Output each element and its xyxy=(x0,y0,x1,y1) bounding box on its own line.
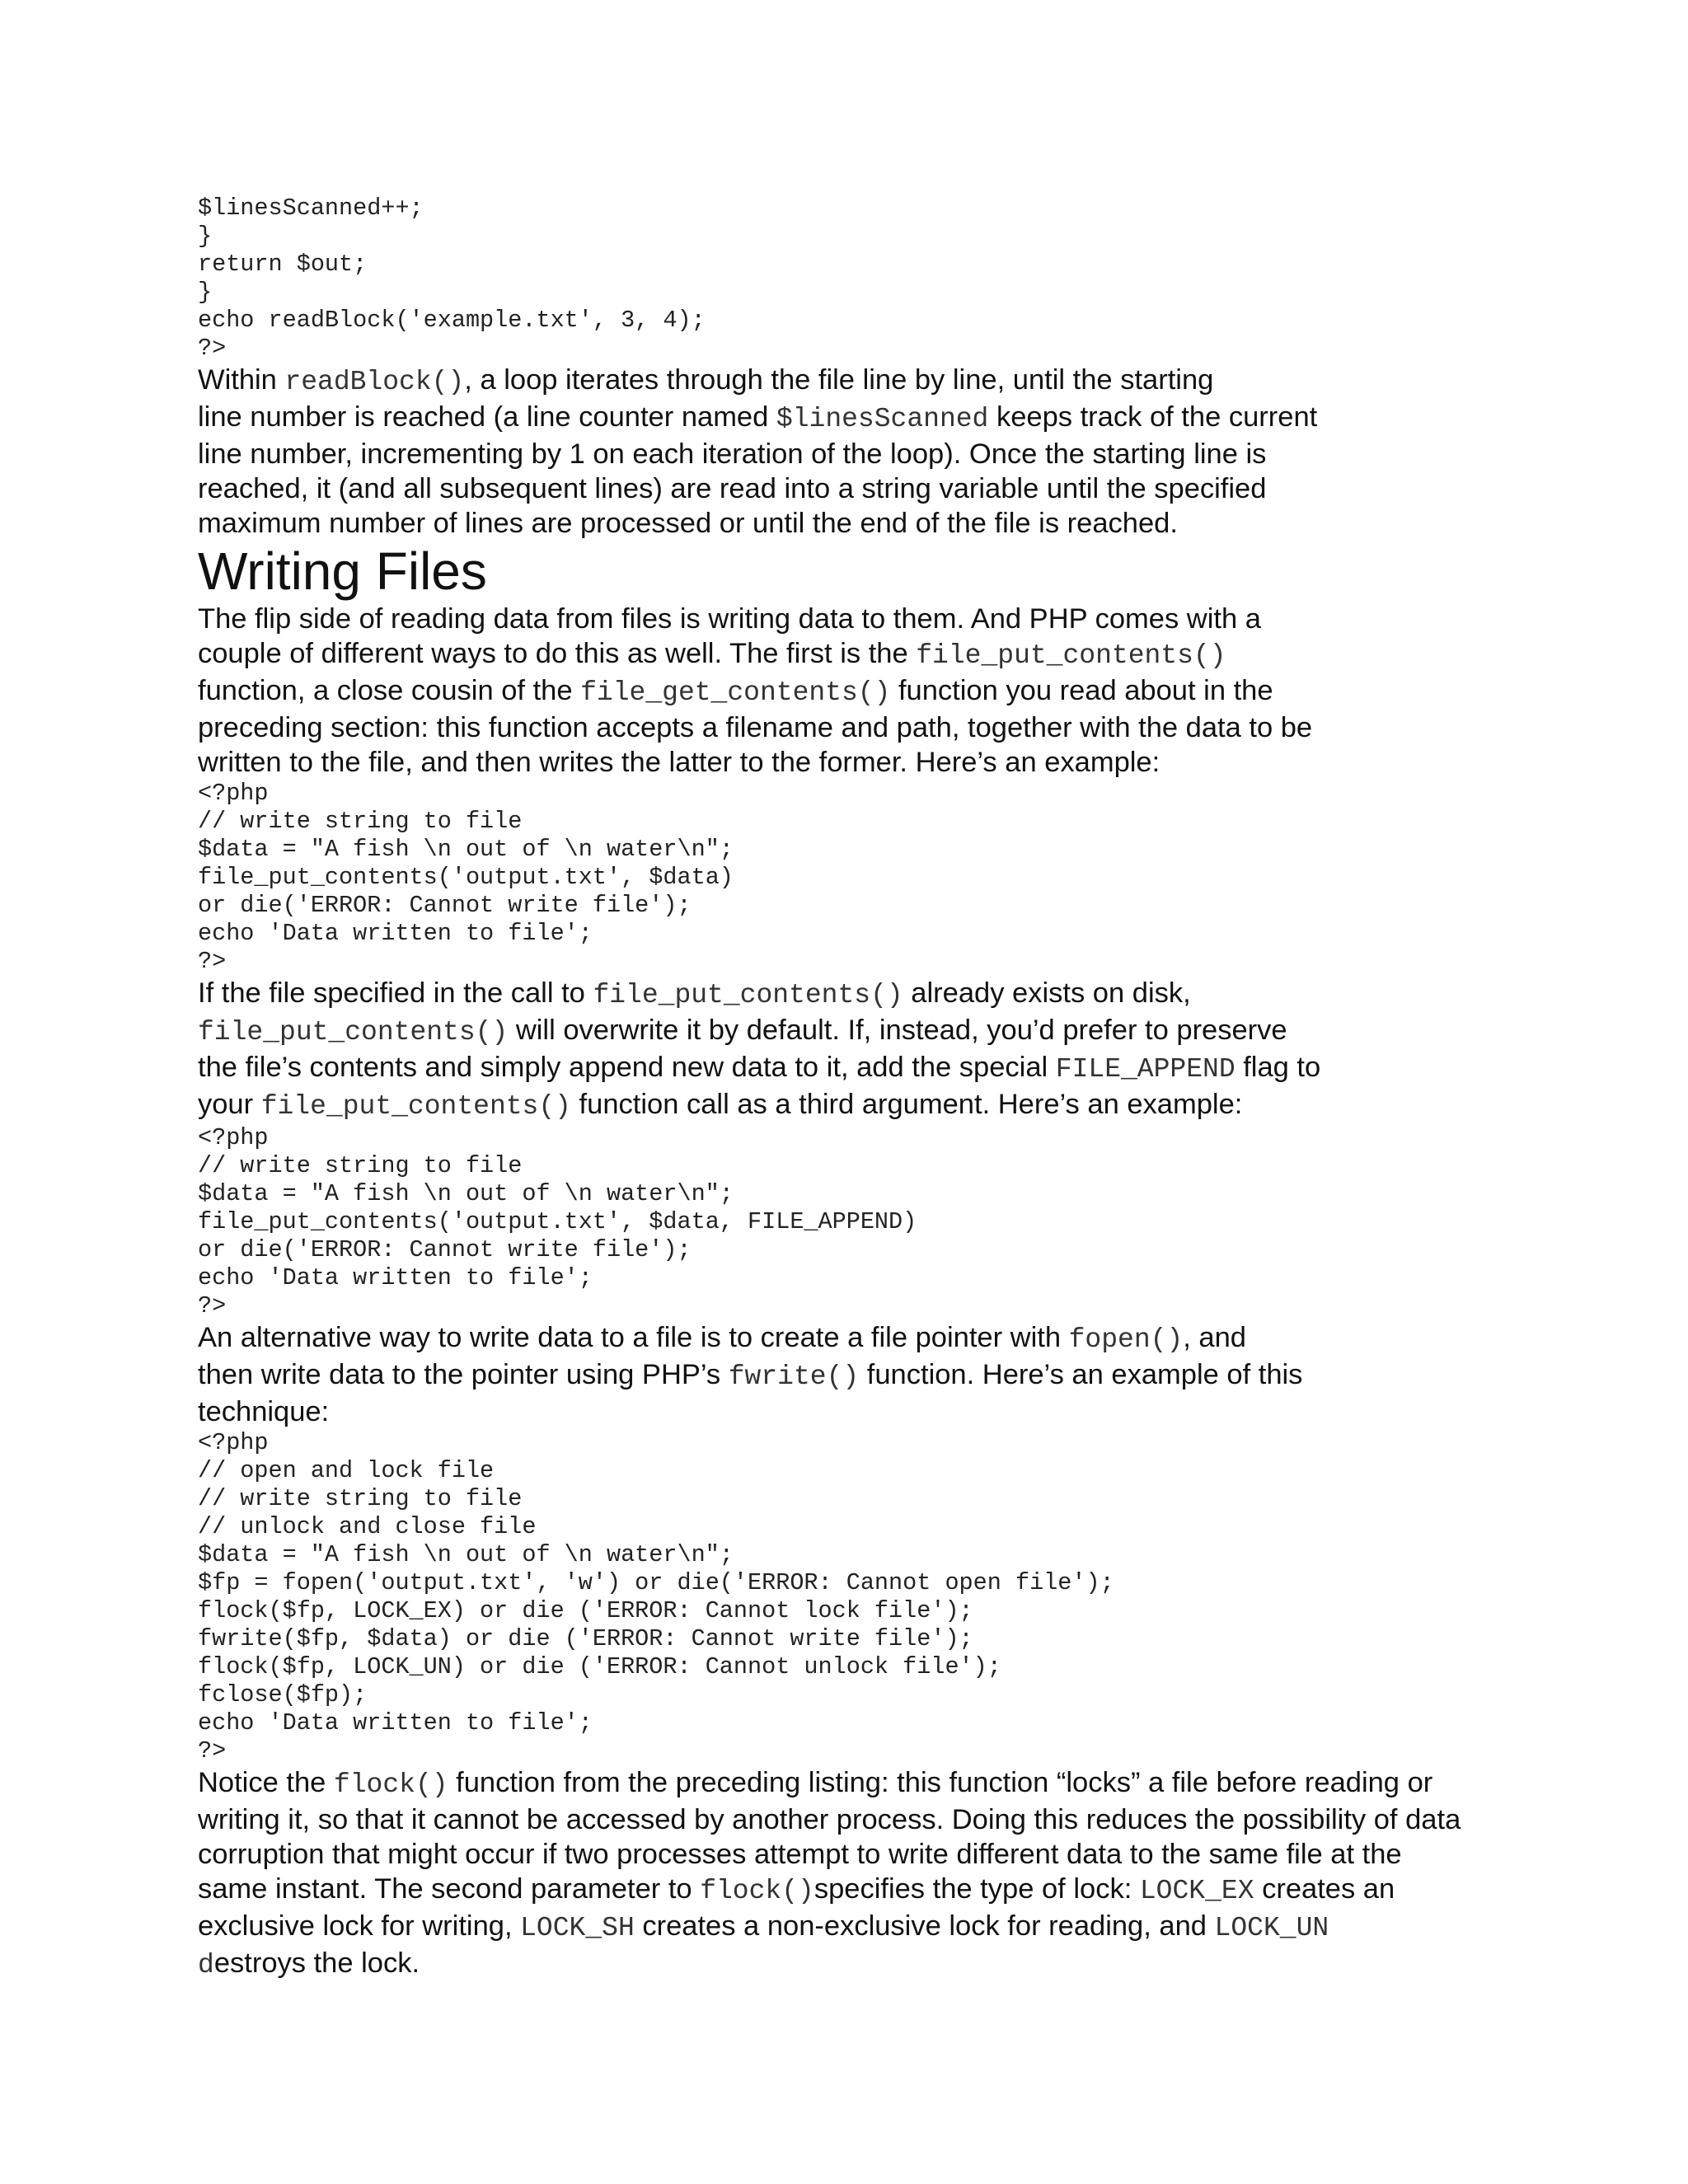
text-run: already exists on disk, xyxy=(903,977,1191,1009)
text-run: corruption that might occur if two processes attempt to write different data to the same file at the xyxy=(198,1839,1402,1870)
text-run: function call as a third argument. Here’s an example: xyxy=(570,1089,1243,1120)
text-run: the file’s contents and simply append new data to it, add the special xyxy=(198,1052,1056,1083)
text-line xyxy=(198,1946,1517,1983)
inline-code: file_put_contents() xyxy=(916,640,1226,671)
text-run: function from the preceding listing: this function “locks” a file before reading or xyxy=(448,1767,1433,1798)
text-run: written to the file, and then writes the latter to the former. Here’s an example: xyxy=(198,747,1160,778)
text-run: function you read about in the xyxy=(890,675,1273,706)
text-run: preceding section: this function accepts a filename and path, together with the data to be xyxy=(198,712,1313,743)
text-run: Within xyxy=(198,364,285,396)
text-line xyxy=(198,976,1517,1013)
text-line xyxy=(198,506,1517,541)
text-line xyxy=(198,1802,1517,1837)
text-run: An alternative way to write data to a file is to create a file pointer with xyxy=(198,1322,1069,1353)
text-line xyxy=(198,1357,1517,1394)
text-line xyxy=(198,1087,1517,1124)
paragraph-file-append xyxy=(198,976,1517,1124)
inline-code: LOCK_SH xyxy=(520,1913,635,1943)
text-run: If the file specified in the call to xyxy=(198,977,593,1009)
inline-code: LOCK_UN xyxy=(1214,1913,1329,1943)
text-line xyxy=(198,363,1517,400)
text-run: specifies the type of lock: xyxy=(814,1873,1140,1905)
inline-code: file_put_contents() xyxy=(260,1091,571,1122)
text-run: creates an xyxy=(1254,1873,1395,1905)
inline-code: d xyxy=(198,1950,214,1980)
text-run: maximum number of lines are processed or until the end of the file is reached. xyxy=(198,508,1178,539)
text-line xyxy=(198,1765,1517,1802)
inline-code: flock() xyxy=(333,1769,448,1800)
inline-code: $linesScanned xyxy=(776,404,989,434)
text-run: function, a close cousin of the xyxy=(198,675,581,706)
text-run: flag to xyxy=(1235,1052,1321,1083)
text-run: then write data to the pointer using PHP’s xyxy=(198,1359,729,1390)
text-line xyxy=(198,1909,1517,1946)
text-line xyxy=(198,1050,1517,1087)
text-run: , a loop iterates through the file line by line, until the starting xyxy=(464,364,1214,396)
text-run: reached, it (and all subsequent lines) are read into a string variable until the specified xyxy=(198,473,1267,504)
document-page xyxy=(198,194,1517,1983)
text-run: your xyxy=(198,1089,261,1120)
code-listing-top: $linesScanned++; } return $out; } echo readBlock('example.txt', 3, 4); ?> xyxy=(198,194,706,362)
code-listing-file-put-contents: <?php // write string to file $data = "A fish \n out of \n water\n"; file_put_contents('output.txt', $data) or die('ERROR: Cannot write file'); echo 'Data written to file'; ?> xyxy=(198,780,734,975)
text-run: line number, incrementing by 1 on each iteration of the loop). Once the starting line is xyxy=(198,438,1267,470)
text-line xyxy=(198,602,1517,636)
text-line xyxy=(198,400,1517,437)
inline-code: file_put_contents() xyxy=(198,1017,509,1047)
text-run: estroys the lock. xyxy=(213,1947,420,1979)
text-line xyxy=(198,1394,1517,1429)
paragraph-flock-explanation xyxy=(198,1765,1517,1983)
text-run: same instant. The second parameter to xyxy=(198,1873,701,1905)
text-line xyxy=(198,1320,1517,1357)
text-run: Notice the xyxy=(198,1767,334,1798)
text-run: keeps track of the current xyxy=(988,401,1318,433)
paragraph-fopen-fwrite xyxy=(198,1320,1517,1429)
text-line xyxy=(198,1013,1517,1050)
inline-code: file_get_contents() xyxy=(580,677,891,708)
inline-code: LOCK_EX xyxy=(1139,1876,1254,1906)
text-line xyxy=(198,1872,1517,1909)
text-run: The flip side of reading data from files is writing data to them. And PHP comes with a xyxy=(198,603,1261,635)
inline-code: readBlock() xyxy=(284,367,465,397)
code-listing-fwrite: <?php // open and lock file // write string to file // unlock and close file $data = "A fish \n out of \n water\n"; $fp = fopen('output.txt', 'w') or die('ERROR: Cannot open file'); flock($fp, LOCK_EX) or die ('ERROR: Cannot lock file'); fwrite($fp, $data) or die ('ERROR: Cannot write file'); flock($fp, LOCK_UN) or die ('ERROR: Cannot unlock file'); fclose($fp); echo 'Data written to file'; ?> xyxy=(198,1429,1114,1765)
text-run: function. Here’s an example of this xyxy=(859,1359,1303,1390)
text-line xyxy=(198,710,1517,745)
text-line xyxy=(198,745,1517,780)
text-line xyxy=(198,636,1517,673)
text-line xyxy=(198,1837,1517,1872)
text-run: will overwrite it by default. If, instead, you’d prefer to preserve xyxy=(508,1015,1287,1046)
inline-code: FILE_APPEND xyxy=(1055,1054,1236,1085)
text-run: , and xyxy=(1183,1322,1246,1353)
inline-code: fopen() xyxy=(1068,1324,1184,1355)
text-line xyxy=(198,437,1517,471)
text-run: writing it, so that it cannot be accessed by another process. Doing this reduces the possibility of data xyxy=(198,1804,1461,1835)
text-run: technique: xyxy=(198,1396,330,1427)
text-run: couple of different ways to do this as well. The first is the xyxy=(198,638,917,669)
inline-code: file_put_contents() xyxy=(593,980,903,1010)
paragraph-readblock-explanation xyxy=(198,363,1517,541)
text-line xyxy=(198,673,1517,710)
paragraph-writing-intro xyxy=(198,602,1517,780)
section-heading: Writing Files xyxy=(198,541,487,601)
text-run: line number is reached (a line counter named xyxy=(198,401,776,433)
inline-code: fwrite() xyxy=(728,1361,860,1392)
text-run: creates a non-exclusive lock for reading, and xyxy=(634,1910,1215,1942)
text-run: exclusive lock for writing, xyxy=(198,1910,521,1942)
code-listing-file-append: <?php // write string to file $data = "A fish \n out of \n water\n"; file_put_contents('output.txt', $data, FILE_APPEND) or die('ERROR: Cannot write file'); echo 'Data written to file'; ?> xyxy=(198,1124,917,1319)
inline-code: flock() xyxy=(700,1876,814,1906)
text-line xyxy=(198,471,1517,506)
